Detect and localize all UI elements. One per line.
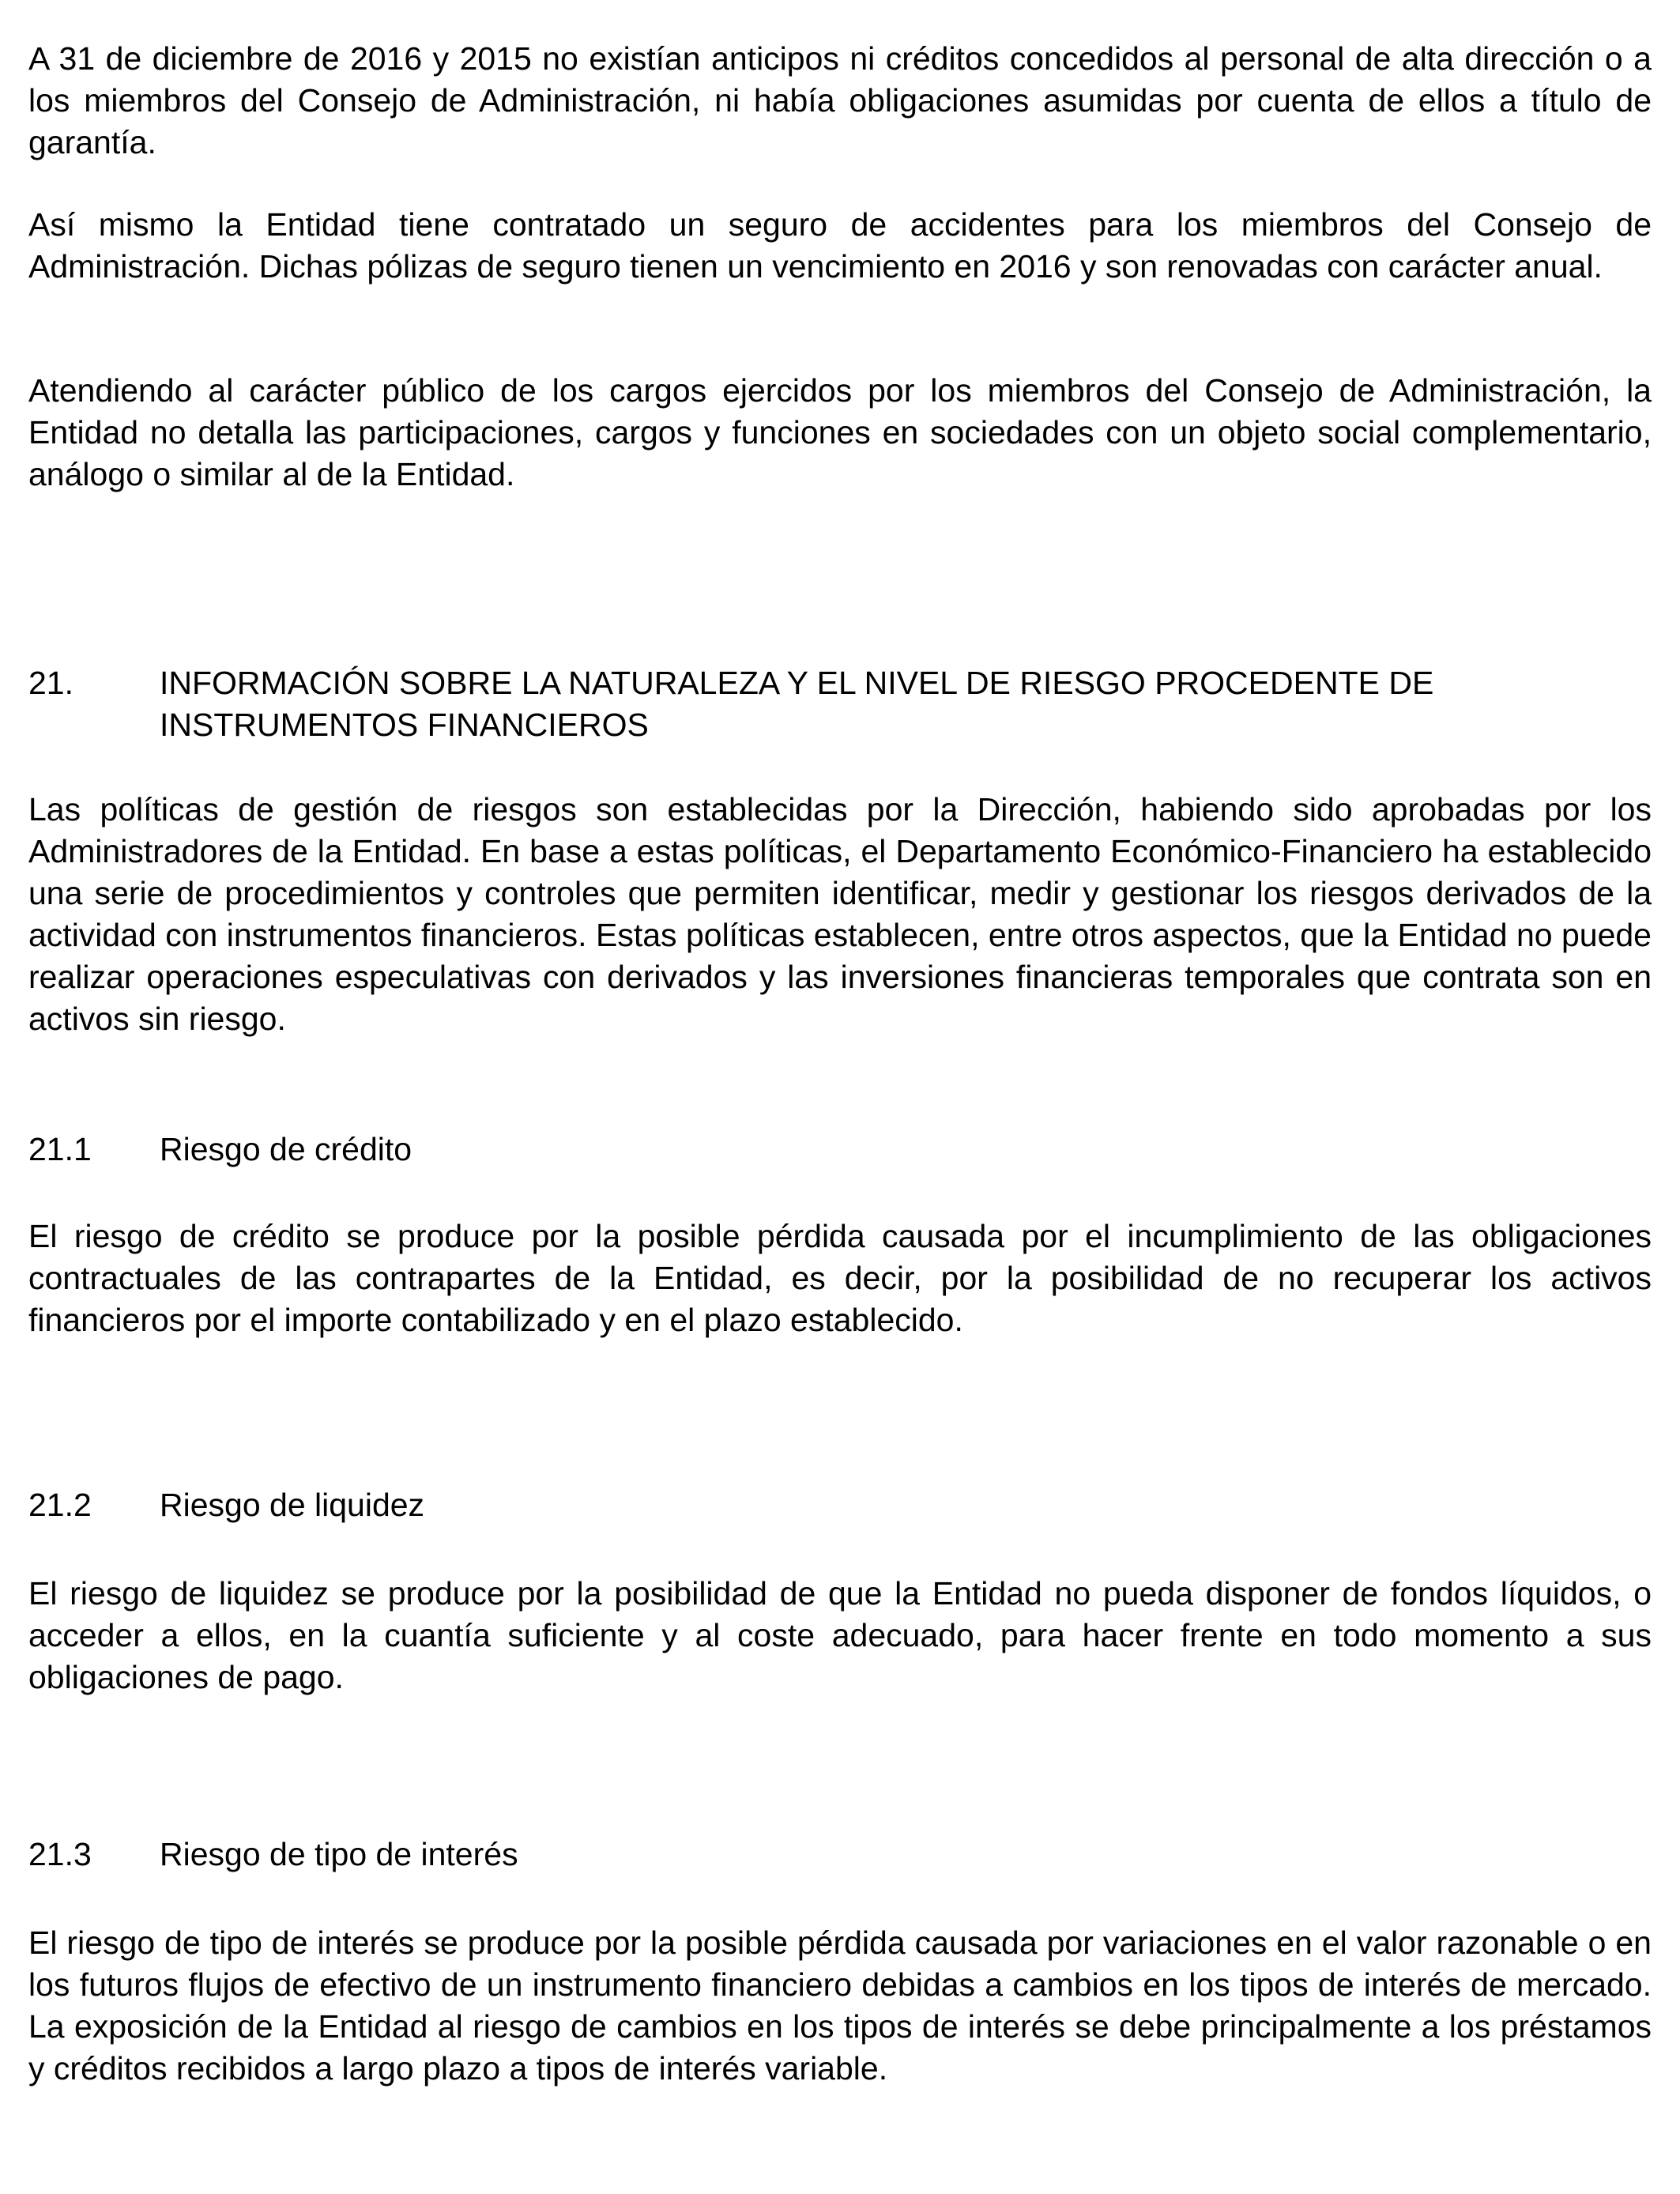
paragraph-risk-policies: Las políticas de gestión de riesgos son establecidas por la Dirección, habiendo sido aprobadas por los Administradores de la Entidad. En base a estas políticas, el Departamento Económico-Financiero ha establecido una serie de procedimientos y controles que permiten identificar, medir y gestionar los riesgos derivados de la actividad con instrumentos financieros. Estas políticas establecen, entre otros aspectos, que la Entidad no puede realizar operaciones especulativas con derivados y las inversiones financieras temporales que contrata son en activos sin riesgo.: [28, 791, 1652, 1037]
paragraph-interest-rate-risk: El riesgo de tipo de interés se produce por la posible pérdida causada por variaciones en el valor razonable o en los futuros flujos de efectivo de un instrumento financiero debidas a cambios en los tipos de interés de mercado. La exposición de la Entidad al riesgo de cambios en los tipos de interés se debe principalmente a los préstamos y créditos recibidos a largo plazo a tipos de interés variable.: [28, 1924, 1652, 2087]
section-heading-21-3: [28, 1834, 1652, 1875]
section-title: INFORMACIÓN SOBRE LA NATURALEZA Y EL NIVEL DE RIESGO PROCEDENTE DE INSTRUMENTOS FINANCIEROS: [160, 665, 1434, 743]
section-title: Riesgo de crédito: [160, 1131, 412, 1167]
paragraph-public-positions: Atendiendo al carácter público de los cargos ejercidos por los miembros del Consejo de Administración, la Entidad no detalla las participaciones, cargos y funciones en sociedades con un objeto social complementario, análogo o similar al de la Entidad.: [28, 372, 1652, 492]
section-heading-21-1: [28, 1129, 1652, 1171]
section-title: Riesgo de tipo de interés: [160, 1836, 518, 1872]
section-number: 21.1: [28, 1131, 92, 1167]
paragraph-advances-credits: A 31 de diciembre de 2016 y 2015 no existían anticipos ni créditos concedidos al personal de alta dirección o a los miembros del Consejo de Administración, ni había obligaciones asumidas por cuenta de ellos a título de garantía.: [28, 40, 1652, 160]
section-heading-21-2: [28, 1484, 1652, 1526]
paragraph-liquidity-risk: El riesgo de liquidez se produce por la posibilidad de que la Entidad no pueda disponer de fondos líquidos, o acceder a ellos, en la cuantía suficiente y al coste adecuado, para hacer frente en todo momento a sus obligaciones de pago.: [28, 1575, 1652, 1695]
section-number: 21.2: [28, 1487, 92, 1523]
section-title: Riesgo de liquidez: [160, 1487, 425, 1523]
section-number: 21.3: [28, 1836, 92, 1872]
paragraph-accident-insurance: Así mismo la Entidad tiene contratado un seguro de accidentes para los miembros del Consejo de Administración. Dichas pólizas de seguro tienen un vencimiento en 2016 y son renovadas con carácter anual.: [28, 206, 1652, 285]
section-number: 21.: [28, 665, 73, 701]
paragraph-credit-risk: El riesgo de crédito se produce por la posible pérdida causada por el incumplimiento de las obligaciones contractuales de las contrapartes de la Entidad, es decir, por la posibilidad de no recuperar los activos financieros por el importe contabilizado y en el plazo establecido.: [28, 1218, 1652, 1338]
section-heading-21: [28, 662, 1652, 746]
